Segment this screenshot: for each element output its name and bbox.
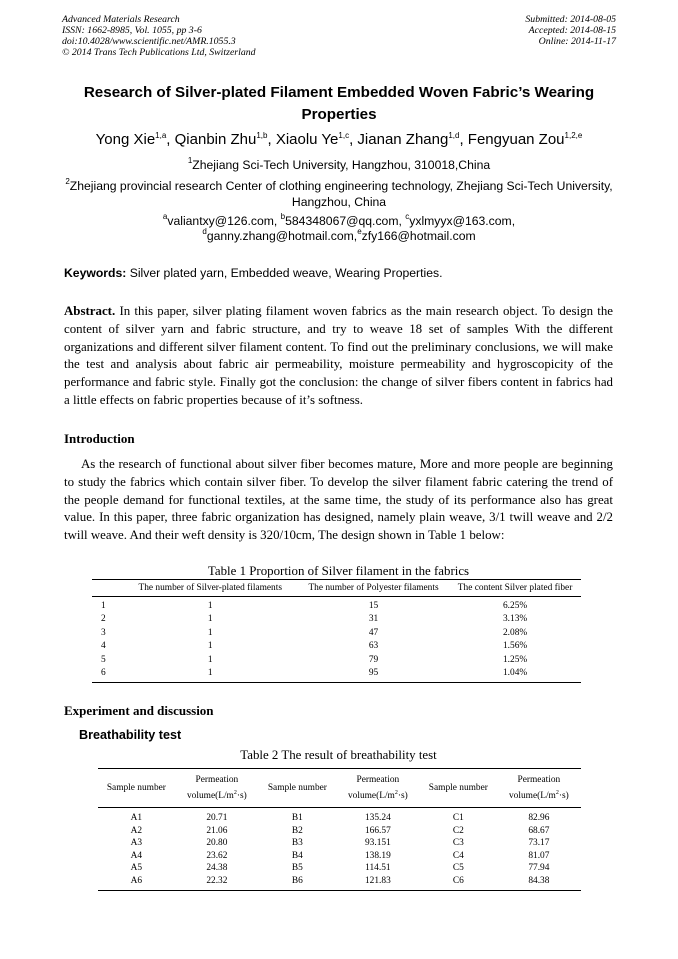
table-cell: 1 — [207, 641, 213, 652]
email-address: ganny.zhang@hotmail.com, — [206, 229, 358, 243]
table-cell: 166.57 — [364, 825, 391, 836]
table-cell: 6.25% — [502, 601, 528, 611]
table-cell: A3 — [130, 838, 143, 849]
table-cell: 22.32 — [206, 875, 228, 886]
email-address: yxlmyyx@163.com, — [409, 214, 516, 228]
email-address: zfy166@hotmail.com — [361, 229, 476, 243]
author-separator: , — [349, 131, 358, 148]
table-cell: B4 — [291, 850, 303, 861]
table-row — [98, 875, 581, 890]
table-cell: 4 — [101, 641, 106, 652]
table-1-caption: Table 1 Proportion of Silver filament in the fabrics — [207, 564, 470, 578]
submitted-date: Submitted: 2014-08-05 — [525, 14, 616, 25]
table-cell: 1 — [101, 601, 106, 611]
table-header-cell — [92, 580, 123, 597]
doi-line: doi:10.4028/www.scientific.net/AMR.1055.3 — [62, 36, 236, 47]
email-sup: c — [405, 212, 410, 221]
table-row — [92, 667, 581, 683]
affiliation-sup: 1 — [187, 156, 193, 165]
table-cell: 63 — [368, 641, 379, 652]
table-cell: 135.24 — [364, 813, 391, 823]
email-sup: a — [162, 212, 168, 221]
table-row — [98, 862, 581, 875]
table-header-cell: The number of Polyester filaments — [298, 580, 449, 597]
issn-line: ISSN: 1662-8985, Vol. 1055, pp 3-6 — [62, 25, 202, 36]
email-sup: d — [202, 227, 207, 236]
table-cell: 77.94 — [528, 863, 550, 874]
sample-number-header: Sample number — [259, 769, 336, 808]
table-cell: C5 — [452, 863, 464, 874]
table-cell: 3.13% — [502, 614, 528, 625]
table-cell: B1 — [291, 813, 303, 823]
online-date: Online: 2014-11-17 — [538, 36, 616, 47]
table-cell: 95 — [368, 668, 379, 679]
table-cell: 73.17 — [528, 838, 550, 849]
affiliation-2 — [60, 178, 618, 210]
table-row — [98, 825, 581, 838]
journal-header — [62, 14, 256, 58]
introduction-heading: Introduction — [64, 431, 135, 446]
affiliation-1 — [60, 157, 618, 173]
table-cell: 114.51 — [365, 863, 391, 874]
table-row — [98, 837, 581, 850]
author-name: Jianan Zhang — [357, 131, 449, 148]
table-row — [98, 808, 581, 825]
table-cell: C1 — [452, 813, 464, 823]
author-separator: , — [267, 131, 276, 148]
table-cell: 1 — [207, 668, 213, 679]
introduction-text: As the research of functional about silver fiber becomes mature, More and more people are beginning to study the fabrics which contain silver fiber. To develop the silver filament fabric catering the trend of the people demand for functional textiles, at the same time, the study of its performance also has great value. In this paper, three fabric organization has designed, namely plain weave, 3/1 twill weave and 2/2 twill weave. And their weft density is 320/10cm, The design shown in Table 1 below: — [64, 457, 613, 543]
table-cell: 138.19 — [364, 850, 391, 861]
table-cell: 1 — [207, 614, 213, 625]
author-name: Yong Xie — [95, 131, 156, 148]
affiliation-sup: 2 — [65, 177, 70, 186]
table-2 — [98, 768, 581, 891]
table-cell: 79 — [368, 654, 379, 665]
table-cell: A1 — [130, 813, 143, 823]
table-cell: 3 — [101, 627, 106, 638]
author-name: Qianbin Zhu — [174, 131, 257, 148]
table-2-caption: Table 2 The result of breathability test — [240, 748, 437, 762]
sample-number-header: Sample number — [98, 769, 175, 808]
permeation-header: Permeation $volume(L/m^2\cdot s)$ — [175, 769, 259, 808]
table-row — [92, 640, 581, 653]
table-header-cell: The content Silver plated fiber — [449, 580, 581, 597]
table-cell: 20.71 — [206, 813, 228, 823]
table-cell: 82.96 — [528, 813, 550, 823]
email-address: valiantxy@126.com, — [167, 214, 281, 228]
email-address: 584348067@qq.com, — [285, 214, 406, 228]
table-cell: B5 — [291, 863, 303, 874]
table-cell: 1.56% — [502, 641, 528, 652]
author-name: Fengyuan Zou — [467, 131, 565, 148]
table-cell: C6 — [452, 875, 464, 886]
author-sup: 1,b — [256, 131, 268, 140]
table-row — [98, 850, 581, 863]
author-sup: 1,a — [155, 131, 167, 140]
table-cell: B3 — [291, 838, 303, 849]
table-cell: A2 — [130, 825, 143, 836]
abstract-label: Abstract. — [64, 304, 116, 318]
experiment-heading: Experiment and discussion — [64, 703, 214, 718]
table-cell: 121.83 — [364, 875, 391, 886]
table-cell: 81.07 — [528, 850, 550, 861]
table-cell: 31 — [368, 614, 379, 625]
email-list — [60, 214, 618, 244]
accepted-date: Accepted: 2014-08-15 — [528, 25, 616, 36]
table-1 — [92, 579, 581, 683]
copyright-line: © 2014 Trans Tech Publications Ltd, Switzerland — [62, 47, 256, 58]
table-cell: 47 — [368, 627, 379, 638]
author-sup: 1,d — [448, 131, 460, 140]
table-cell: 15 — [368, 601, 379, 611]
author-sup: 1,c — [338, 131, 350, 140]
table-cell: 68.67 — [528, 825, 550, 836]
table-cell: 84.38 — [528, 875, 550, 886]
table-cell: B6 — [291, 875, 303, 886]
table-cell: 5 — [101, 654, 106, 665]
email-sup: b — [280, 212, 286, 221]
table-cell: 2 — [101, 614, 106, 625]
affiliation-text: Zhejiang Sci-Tech University, Hangzhou, 310018,China — [192, 158, 491, 172]
table-cell: 1 — [207, 654, 213, 665]
table-cell: 2.08% — [502, 627, 528, 638]
table-cell: C4 — [452, 850, 464, 861]
table-cell: 6 — [101, 668, 106, 679]
sample-number-header: Sample number — [420, 769, 497, 808]
keywords — [64, 265, 619, 281]
affiliation-text: Zhejiang provincial research Center of clothing engineering technology, Zhejiang Sci-Tech University, Hangzhou, China — [69, 179, 613, 209]
table-row — [92, 654, 581, 667]
table-cell: A4 — [130, 850, 143, 861]
table-cell: 93.151 — [364, 838, 391, 849]
table-cell: B2 — [291, 825, 303, 836]
table-row — [92, 613, 581, 626]
author-list — [40, 130, 638, 150]
keywords-label: Keywords: — [64, 266, 127, 280]
paper-title: Research of Silver-plated Filament Embedded Woven Fabric’s Wearing Properties — [83, 84, 595, 123]
table-cell: A5 — [130, 863, 143, 874]
permeation-header: Permeation $volume(L/m^2\cdot s)$ — [336, 769, 420, 808]
permeation-header: Permeation $volume(L/m^2\cdot s)$ — [497, 769, 581, 808]
table-cell: C3 — [452, 838, 464, 849]
author-name: Xiaolu Ye — [275, 131, 339, 148]
table-cell: 20.80 — [206, 838, 228, 849]
table-cell: 1.04% — [502, 668, 528, 679]
table-header-cell: The number of Silver-plated filaments — [123, 580, 298, 597]
table-row — [92, 597, 581, 614]
table-cell: 24.38 — [206, 863, 228, 874]
breathability-heading: Breathability test — [79, 728, 182, 742]
email-sup: e — [357, 227, 362, 236]
author-separator: , — [459, 131, 468, 148]
abstract-text: In this paper, silver plating filament woven fabrics as the main research object. To design the content of silver yarn and fabric structure, and try to weave 18 set of samples With the different organizations and different silver filament content. To find out the preliminary conclusions, we will make the test and analysis about fabric air permeability, moisture permeability and hygroscopicity of the performance and fabric style. Finally got the conclusion: the change of silver fibers content in fabrics had a little effects on fabric properties because of it’s softness. — [64, 304, 613, 407]
table-cell: 23.62 — [206, 850, 228, 861]
author-separator: , — [166, 131, 175, 148]
abstract — [64, 303, 613, 410]
table-cell: 1.25% — [502, 654, 528, 665]
author-sup: 1,2,e — [564, 131, 583, 140]
table-cell: 1 — [207, 627, 213, 638]
keywords-text: Silver plated yarn, Embedded weave, Wearing Properties. — [126, 266, 443, 280]
table-cell: 1 — [207, 601, 213, 611]
table-cell: A6 — [130, 875, 143, 886]
dates-header — [525, 14, 616, 47]
table-cell: 21.06 — [206, 825, 228, 836]
table-row — [92, 627, 581, 640]
journal-name: Advanced Materials Research — [62, 14, 180, 25]
table-cell: C2 — [452, 825, 464, 836]
